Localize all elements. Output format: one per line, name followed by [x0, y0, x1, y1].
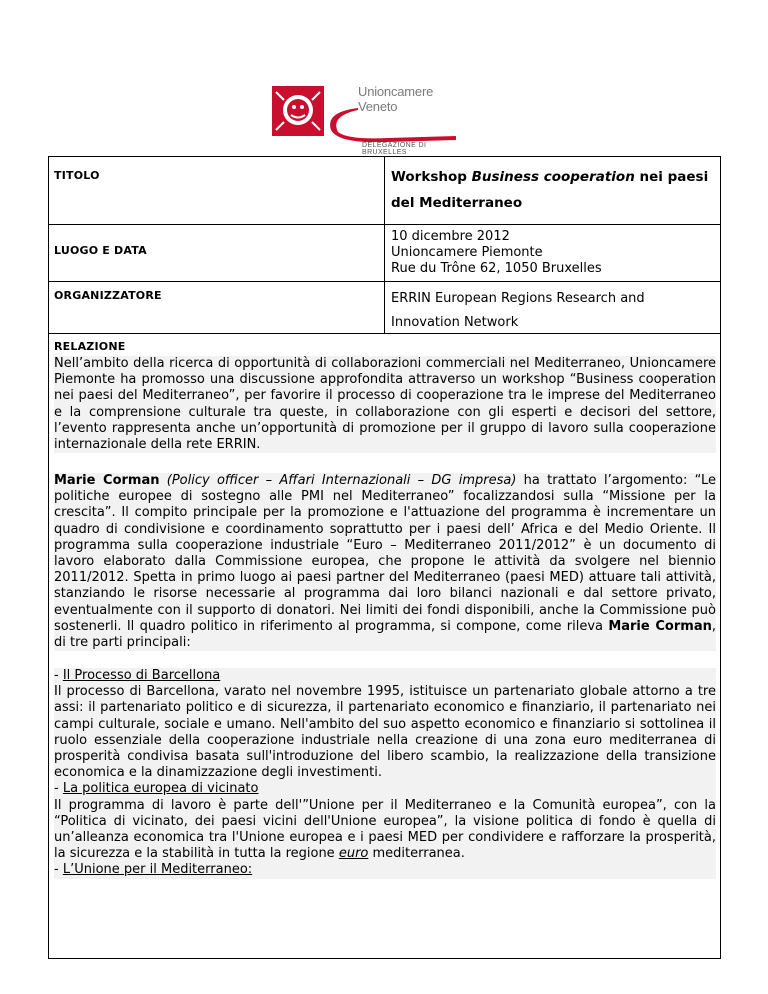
row-titolo [49, 157, 720, 225]
titolo-label: TITOLO [54, 169, 100, 182]
intro-paragraph: Nell’ambito della ricerca di opportunità di collaborazioni commerciali nel Mediterraneo, Unioncamere Piemonte ha promosso una discussione approfondita attraverso un workshop “Business cooperation nei paesi del Mediterraneo”, per favorire il processo di cooperazione tra le imprese del Mediterraneo e la comprensione culturale tra queste, in collaborazione con gli esperti e decisori del settore, l’evento rappresenta anche un’opportunità di promozione per il gruppo di lavoro sulla cooperazione internazionale della rete ERRIN. [54, 356, 716, 453]
address-value: Rue du Trône 62, 1050 Bruxelles [391, 261, 602, 276]
brand-line-2: Veneto [358, 99, 398, 114]
barcellona-text: Il processo di Barcellona, varato nel novembre 1995, istituisce un partenariato globale attorno a tre assi: il partenariato politico e di sicurezza, il partenariato economico e finanziario, il partenariato nei campi culturale, sociale e umano. Nell'ambito del suo aspetto economico e finanziario si sottolinea il ruolo essenziale della cooperazione industriale nella creazione di una zona euro mediterranea di prosperità condivisa basata sull'introduzione del libero scambio, la realizzazione della transizione economica e la dinamizzazione degli investimenti. [54, 684, 716, 781]
relazione-label: RELAZIONE [54, 340, 126, 353]
vicinato-heading: - La politica europea di vicinato [54, 781, 259, 797]
delegation-subtitle: DELEGAZIONE DI BRUXELLES [362, 142, 427, 156]
brand-swoosh-icon [328, 102, 458, 142]
row-organizzatore [49, 282, 720, 334]
organizer-value: ERRIN European Regions Research and Innovation Network [391, 291, 645, 330]
corman-paragraph: Marie Corman (Policy officer – Affari Internazionali – DG impresa) ha trattato l’argomento: “Le politiche europee di sostegno alle PMI nel Mediterraneo” focalizzandosi sulla “Missione per la crescita”. Il compito principale per la promozione e l'attuazione del programma è incrementare un quadro di condivisione e coordinamento soprattutto per i paesi dell’ Africa e del Medio Oriente. Il programma sulla cooperazione industriale “Euro – Mediterraneo 2011/2012” è un documento di lavoro elaborato dalla Commissione europea, che propone le attività da svolgere nel biennio 2011/2012. Spetta in primo luogo ai paesi partner del Mediterraneo (paesi MED) attuare tali attività, stanziando le risorse necessarie al programma dai loro bilanci nazionali e dal settore privato, eventualmente con il supporto di donatori. Nei limiti dei fondi disponibili, anche la Commissione può sostenerli. Il quadro politico in riferimento al programma, si compone, come rileva Marie Corman, di tre parti principali: [54, 473, 716, 651]
unione-heading: - L’Unione per il Mediterraneo: [54, 862, 253, 878]
date-value: 10 dicembre 2012 [391, 229, 510, 244]
luogo-label: LUOGO E DATA [54, 244, 147, 257]
venue-value: Unioncamere Piemonte [391, 245, 543, 260]
barcellona-heading: - Il Processo di Barcellona [54, 668, 221, 683]
report-table [48, 156, 721, 959]
relazione-section [49, 334, 720, 958]
lion-seal-icon [272, 86, 324, 136]
organizzatore-label: ORGANIZZATORE [54, 289, 162, 302]
barcellona-section [54, 668, 716, 879]
brand-line-1: Unioncamere [358, 84, 434, 99]
workshop-title: Workshop Business cooperation nei paesi del Mediterraneo [391, 169, 709, 211]
unioncamere-logo [272, 82, 462, 156]
row-luogo-data [49, 225, 720, 282]
vicinato-text: Il programma di lavoro è parte dell'”Unione per il Mediterraneo e la Comunità europea”, con la “Politica di vicinato, dei paesi vicini dell'Unione europea”, la visione politica di fondo è quella di un’alleanza economica tra l'Unione europea e i paesi MED per condividere e rafforzare la prosperità, la sicurezza e la stabilità in tutta la regione euro mediterranea. [54, 797, 716, 862]
